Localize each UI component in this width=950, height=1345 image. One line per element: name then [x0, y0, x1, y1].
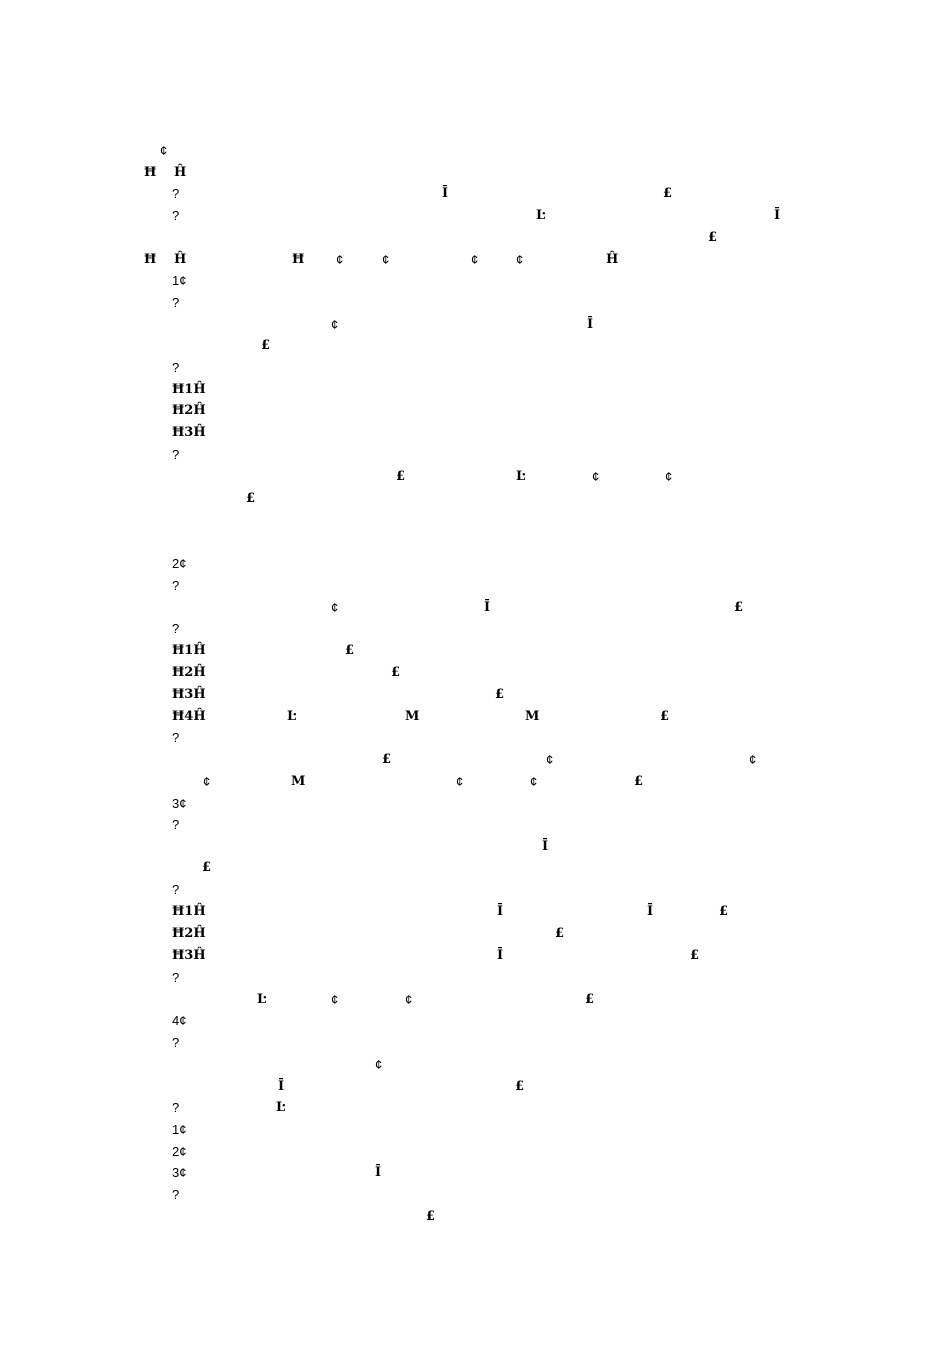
glyph-run: Ħ2Ĥ	[172, 665, 206, 680]
glyph-run: £	[396, 469, 406, 484]
glyph-run: £	[708, 230, 718, 245]
glyph-run: ?	[172, 970, 180, 985]
glyph-run: £	[734, 600, 744, 615]
glyph-run: £	[391, 665, 401, 680]
glyph-run: ¢	[331, 992, 339, 1007]
glyph-run: 2¢	[172, 1144, 187, 1159]
text-line	[0, 228, 950, 250]
text-line	[0, 641, 950, 663]
glyph-run: 1¢	[172, 1122, 187, 1137]
text-line	[0, 837, 950, 859]
text-line	[0, 924, 950, 946]
glyph-run: ¢	[160, 143, 168, 158]
text-line	[0, 902, 950, 924]
glyph-run: M	[291, 774, 306, 789]
glyph-run: M	[525, 709, 540, 724]
text-line	[0, 250, 950, 272]
text-line	[0, 206, 950, 228]
text-line	[0, 489, 950, 511]
glyph-run: Ħ	[144, 252, 157, 267]
text-line	[0, 858, 950, 880]
glyph-run: Ŀ	[276, 1100, 286, 1115]
text-line	[0, 401, 950, 423]
text-line	[0, 1098, 950, 1120]
text-line	[0, 815, 950, 837]
glyph-run: ?	[172, 1187, 180, 1202]
text-line	[0, 1055, 950, 1077]
text-line	[0, 315, 950, 337]
glyph-run: Ī	[278, 1079, 285, 1094]
glyph-run: Ŀ	[287, 709, 297, 724]
text-line	[0, 380, 950, 402]
glyph-run: ¢	[516, 252, 524, 267]
text-line	[0, 750, 950, 772]
text-line	[0, 1033, 950, 1055]
glyph-run: Ī	[442, 186, 449, 201]
text-line	[0, 336, 950, 358]
text-line	[0, 163, 950, 185]
glyph-run: Ī	[647, 904, 654, 919]
text-line	[0, 1142, 950, 1164]
text-line	[0, 728, 950, 750]
glyph-run: ¢	[749, 752, 757, 767]
glyph-run: £	[585, 992, 595, 1007]
text-line	[0, 990, 950, 1012]
glyph-run: 4¢	[172, 1013, 187, 1028]
text-line	[0, 1011, 950, 1033]
glyph-run: Ĥ	[174, 165, 187, 180]
glyph-run: Ħ1Ĥ	[172, 643, 206, 658]
text-line	[0, 1120, 950, 1142]
glyph-run: Ĥ	[174, 252, 187, 267]
glyph-run: Ī	[587, 317, 594, 332]
glyph-run: Ħ1Ĥ	[172, 904, 206, 919]
glyph-run: ¢	[336, 252, 344, 267]
glyph-run: ?	[172, 360, 180, 375]
glyph-run: ¢	[382, 252, 390, 267]
glyph-run: Ħ4Ĥ	[172, 709, 206, 724]
glyph-run: ¢	[456, 774, 464, 789]
glyph-run: Ħ3Ĥ	[172, 425, 206, 440]
glyph-run: 3¢	[172, 1165, 187, 1180]
glyph-run: ¢	[331, 600, 339, 615]
glyph-run: Ħ1Ĥ	[172, 382, 206, 397]
text-line	[0, 293, 950, 315]
glyph-run: ¢	[405, 992, 413, 1007]
text-line	[0, 1163, 950, 1185]
text-line	[0, 141, 950, 163]
glyph-run: Ŀ	[257, 992, 267, 1007]
glyph-run: ?	[172, 447, 180, 462]
glyph-run: Ħ2Ĥ	[172, 403, 206, 418]
glyph-run: ¢	[331, 317, 339, 332]
glyph-run: Ī	[542, 839, 549, 854]
glyph-run: ?	[172, 1100, 180, 1115]
text-line	[0, 467, 950, 489]
text-line	[0, 554, 950, 576]
text-line	[0, 598, 950, 620]
text-line	[0, 707, 950, 729]
text-line	[0, 619, 950, 641]
glyph-run: ?	[172, 882, 180, 897]
glyph-run: ?	[172, 730, 180, 745]
glyph-run: Ī	[484, 600, 491, 615]
glyph-run: £	[382, 752, 392, 767]
text-line	[0, 445, 950, 467]
glyph-run: ¢	[592, 469, 600, 484]
glyph-run: £	[634, 774, 644, 789]
glyph-run: Ŀ	[516, 469, 526, 484]
glyph-run: £	[495, 687, 505, 702]
glyph-run: Ħ3Ĥ	[172, 948, 206, 963]
glyph-run: £	[690, 948, 700, 963]
text-line	[0, 1077, 950, 1099]
glyph-run: ¢	[203, 774, 211, 789]
glyph-run: 1¢	[172, 273, 187, 288]
glyph-run: Ī	[774, 208, 781, 223]
text-line	[0, 358, 950, 380]
glyph-run: Ĥ	[606, 252, 619, 267]
glyph-run: ?	[172, 295, 180, 310]
text-line	[0, 946, 950, 968]
glyph-run: Ħ3Ĥ	[172, 687, 206, 702]
text-line	[0, 794, 950, 816]
text-line	[0, 1207, 950, 1229]
text-line	[0, 663, 950, 685]
glyph-run: 3¢	[172, 796, 187, 811]
glyph-run: M	[405, 709, 420, 724]
glyph-run: ?	[172, 1035, 180, 1050]
glyph-run: ¢	[665, 469, 673, 484]
glyph-run: £	[515, 1079, 525, 1094]
glyph-run: ¢	[375, 1057, 383, 1072]
glyph-run: £	[202, 860, 212, 875]
text-line	[0, 968, 950, 990]
text-line	[0, 685, 950, 707]
glyph-run: ?	[172, 578, 180, 593]
glyph-run: Ī	[497, 904, 504, 919]
text-line	[0, 1185, 950, 1207]
glyph-run: £	[345, 643, 355, 658]
text-line	[0, 576, 950, 598]
text-line	[0, 271, 950, 293]
glyph-run: ?	[172, 186, 180, 201]
glyph-run: £	[246, 491, 256, 506]
glyph-run: ?	[172, 208, 180, 223]
text-line	[0, 772, 950, 794]
glyph-run: 2¢	[172, 556, 187, 571]
glyph-run: Ħ2Ĥ	[172, 926, 206, 941]
glyph-run: £	[555, 926, 565, 941]
glyph-run: £	[663, 186, 673, 201]
glyph-run: £	[660, 709, 670, 724]
glyph-run: £	[261, 338, 271, 353]
glyph-run: ?	[172, 817, 180, 832]
text-line	[0, 880, 950, 902]
glyph-run: £	[719, 904, 729, 919]
glyph-run: Ħ	[292, 252, 305, 267]
text-line	[0, 423, 950, 445]
glyph-run: Ŀ	[536, 208, 546, 223]
glyph-run: Ī	[497, 948, 504, 963]
glyph-run: ¢	[471, 252, 479, 267]
glyph-run: ¢	[530, 774, 538, 789]
glyph-run: Ħ	[144, 165, 157, 180]
text-line	[0, 184, 950, 206]
glyph-run: ¢	[546, 752, 554, 767]
glyph-run: £	[426, 1209, 436, 1224]
glyph-run: Ī	[375, 1165, 382, 1180]
glyph-run: ?	[172, 621, 180, 636]
